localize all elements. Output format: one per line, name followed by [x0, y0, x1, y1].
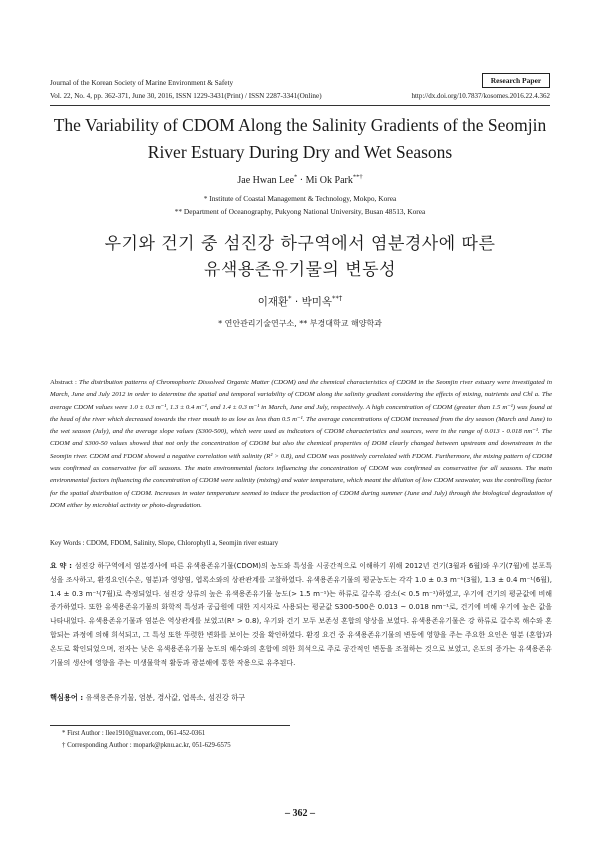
affiliation-en-2: ** Department of Oceanography, Pukyong National University, Busan 48513, Korea: [174, 207, 426, 216]
keywords-text: CDOM, FDOM, Salinity, Slope, Chlorophyll a, Seomjin river estuary: [86, 540, 279, 547]
page-number: – 362 –: [285, 808, 315, 819]
footnote-corresponding-author: † Corresponding Author : mopark@pknu.ac.kr, 051-629-6575: [62, 742, 231, 749]
journal-name: Journal of the Korean Society of Marine Environment & Safety: [50, 79, 234, 87]
abstract-label: Abstract :: [50, 379, 79, 386]
keywords-label: Key Words :: [50, 540, 87, 547]
authors-en: [0, 175, 600, 186]
doi-link[interactable]: http://dx.doi.org/10.7837/kosomes.2016.22.4.362: [411, 92, 550, 100]
author-separator: ·: [297, 175, 306, 186]
author-2: Mi Ok Park: [305, 175, 353, 186]
authors-ko: [0, 294, 600, 309]
abstract-text: The distribution patterns of Chromophoric Dissolved Organic Matter (CDOM) and the chemical characteristics of CDOM in the Seomjin river estuary were investigated in March, June and July 2012 in order to determine the spatial and temporal variability of CDOM along the salinity gradient considering the effects of mixing, nutrients and Chl a. The average CDOM values were 1.0 ± 0.3 m⁻¹, 1.3 ± 0.4 m⁻¹, and 1.4 ± 0.3 m⁻¹ in March, June and July, respectively. A high concentration of CDOM (greater than 1.5 m⁻¹) was found at the head of the river which decreased towards the river mouth to as low as less than 0.5 m⁻¹. The average concentrations of CDOM increased from the dry season (March and June) to the wet season (July), and the average slope values (S300-500), which were used as indicators of CDOM characteristics and sources, were in the range of 0.013 - 0.018 nm⁻¹. The CDOM and S300-50 values showed that not only the concentration of CDOM but also the chemical properties of DOM clearly changed between upstream and downstream in the Seomjin river. CDOM and FDOM showed a negative correlation with salinity (R² > 0.8), and CDOM was positively correlated with FDOM. Furthermore, the mixing pattern of CDOM was confirmed as conservative for all seasons. The main environmental factors influencing the concentration of CDOM was confirmed as conservative for all seasons. The main environmental factors influencing the concentration of CDOM were salinity (mixing) and water temperature, which meant the dilution of low CDOM seawater, was the controlling factor for the spatial distribution of CDOM. Increases in water temperature seemed to induce the production of CDOM during summer (June and July) through the biological degradation of DOM either by microbial activity or photo-degradation.: [50, 379, 552, 509]
footnote-rule: [50, 725, 290, 726]
author-1: Jae Hwan Lee: [237, 175, 295, 186]
keywords-ko-text: 유색용존유기물, 염분, 경사값, 엽록소, 섬진강 하구: [85, 693, 246, 702]
author-2-mark: **†: [352, 173, 363, 181]
affiliation-ko: * 연안관리기술연구소, ** 부경대학교 해양학과: [218, 319, 382, 328]
footnote-first-author: * First Author : llee1910@naver.com, 061-452-0361: [62, 730, 206, 737]
abstract-ko-label: 요 약 :: [50, 562, 75, 570]
keywords-ko: [50, 693, 552, 703]
paper-title-en: The Variability of CDOM Along the Salinity Gradients of the Seomjin River Estuary During Dry and Wet Seasons: [53, 115, 547, 162]
header-rule: [50, 105, 550, 106]
keywords-ko-label: 핵심용어 :: [50, 693, 86, 702]
author-ko-2-mark: **†: [332, 294, 343, 303]
abstract-ko: [50, 560, 552, 670]
paper-title-ko: [40, 231, 560, 283]
abstract-ko-text: 섬진강 하구역에서 염분경사에 따른 유색용존유기물(CDOM)의 농도와 특성을 시공간적으로 이해하기 위해 2012년 건기(3월과 6월)와 우기(7월)에 분포특성을 조사하고, 환경요인(수온, 염분)과 영양염, 엽록소와의 상관관계를 고찰하였다. 유색용존유기물의 평균농도는 각각 1.0 ± 0.3 m⁻¹(3월), 1.3 ± 0.4 m⁻¹(6월), 1.4 ± 0.3 m⁻¹(7월)로 측정되었다. 섬진강 상류의 높은 유색용존유기물 농도(> 1.5 m⁻¹)는 하류로 갈수록 감소(< 0.5 m⁻¹)하였고, 우기에 건기의 평균값에 비해 증가하였다. 또한 유색용존유기물의 화학적 특성과 공급원에 대한 지시자로 사용되는 평균값 S300-500은 0.013 ~ 0.018 nm⁻¹로, 건기에 비해 우기에 높은 값을 나타내었다. 유색용존유기물과 염분은 역상관계를 보였고(R² > 0.8), 우기와 건기 모두 보존성 혼합의 양상을 보였다. 유색용존유기물은 강 하류로 갈수록 해수와 혼합되는 과정에 의해 희석되고, 그 특성 또한 뚜렷한 변화를 보이는 것을 확인하였다. 환경 요건 중 유색용존유기물의 변동에 영향을 주는 주요한 요인은 염분 (혼합)과 온도로 확인되었으며, 전자는 낮은 유색용존유기물 농도의 해수와의 혼합에 의한 희석으로 주로 공간적인 변동을 조절하는 것으로 보였고, 온도의 증가는 유색용존유기물의 생산에 영향을 주는 미생물학적 활동과 광분해에 통한 작용으로 유추된다.: [50, 562, 552, 667]
article-type-badge: Research Paper: [482, 73, 550, 88]
author-1-mark: *: [294, 173, 298, 181]
author-ko-1: 이재환: [257, 296, 289, 308]
paper-title-ko-line2: 유색용존유기물의 변동성: [203, 260, 397, 280]
author-ko-1-mark: *: [288, 294, 292, 303]
affiliation-en-1: * Institute of Coastal Management & Technology, Mokpo, Korea: [203, 194, 397, 203]
author-ko-separator: ·: [291, 296, 302, 308]
author-ko-2: 박미옥: [301, 296, 333, 308]
abstract-en: [50, 377, 552, 512]
volume-info: Vol. 22, No. 4, pp. 362-371, June 30, 2016, ISSN 1229-3431(Print) / ISSN 2287-3341(Online): [50, 92, 322, 100]
paper-title-ko-line1: 우기와 건기 중 섬진강 하구역에서 염분경사에 따른: [104, 234, 496, 254]
keywords-en: [50, 540, 552, 547]
